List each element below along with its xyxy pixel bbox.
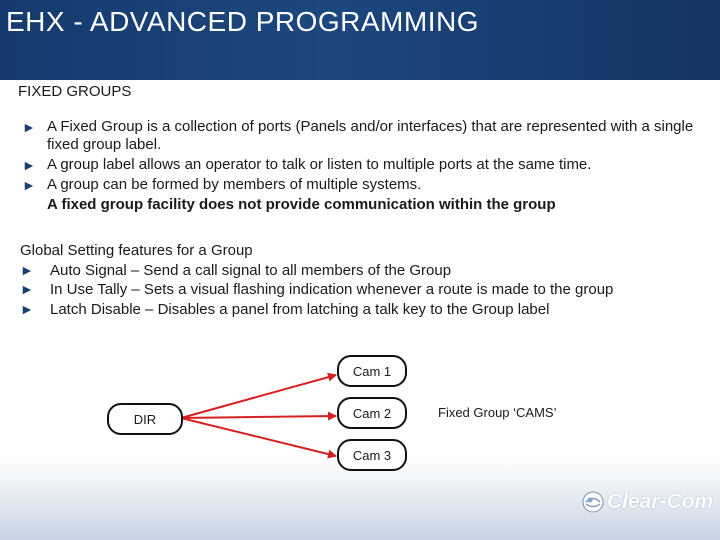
global-heading: Global Setting features for a Group (20, 242, 253, 259)
group-label: Fixed Group ‘CAMS’ (438, 405, 557, 420)
target-node-cam-2 (337, 397, 407, 429)
node-label: DIR (133, 411, 157, 427)
bullet-text: A group label allows an operator to talk or listen to multiple ports at the same time. (47, 156, 592, 173)
target-node-cam-3 (337, 439, 407, 471)
source-node-dir (107, 403, 183, 435)
node-label: Cam 3 (352, 447, 392, 463)
node-label: Cam 2 (352, 405, 392, 421)
target-node-cam-1 (337, 355, 407, 387)
logo-text: Clear-Com (607, 490, 714, 513)
clear-com-globe-icon (582, 491, 604, 513)
bullet-arrow-icon: ► (22, 177, 36, 193)
section-title: FIXED GROUPS (18, 83, 132, 100)
bullet-arrow-icon: ► (22, 119, 36, 135)
bullet-arrow-icon: ► (20, 261, 34, 278)
bullet-arrow-icon: ► (22, 157, 36, 173)
node-label: Cam 1 (352, 363, 392, 379)
arrow-to-cam-1 (181, 375, 336, 418)
emphasis-note: A fixed group facility does not provide communication within the group (47, 196, 556, 213)
global-item-text: Auto Signal – Send a call signal to all members of the Group (50, 261, 452, 279)
arrow-to-cam-2 (181, 416, 336, 418)
bullet-arrow-icon: ► (20, 300, 34, 317)
global-item-text: In Use Tally – Sets a visual flashing indication whenever a route is made to the group (50, 281, 614, 298)
bullet-text: A group can be formed by members of multiple systems. (47, 176, 422, 193)
slide-title: EHX - ADVANCED PROGRAMMING (6, 6, 479, 37)
bullet-arrow-icon: ► (20, 281, 34, 297)
bullet-text: A Fixed Group is a collection of ports (Panels and/or interfaces) that are represented with a single fixed group label. (47, 118, 694, 153)
clear-com-logo (582, 490, 713, 514)
arrow-to-cam-3 (181, 418, 336, 456)
global-item-text: Latch Disable – Disables a panel from latching a talk key to the Group label (50, 300, 550, 318)
